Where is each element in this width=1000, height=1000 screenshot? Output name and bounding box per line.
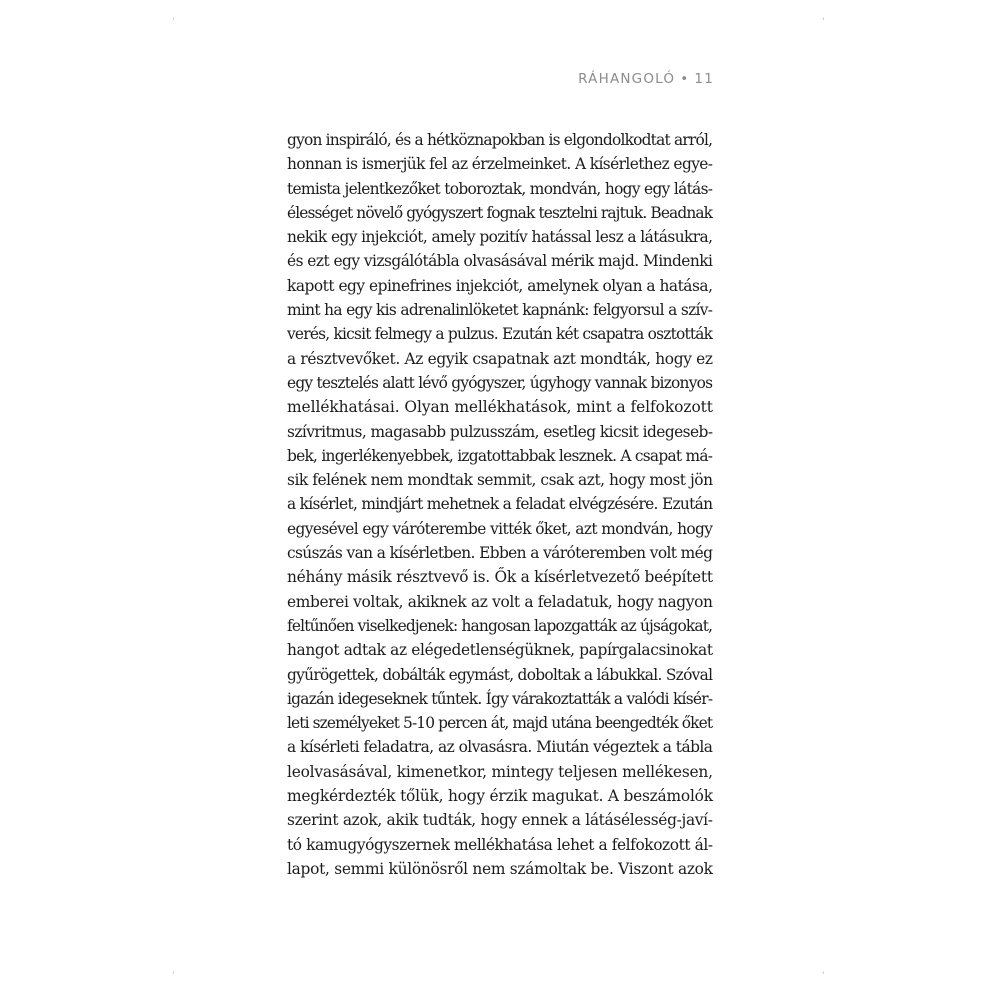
text-line: csúszás van a kísérletben. Ebben a váróteremben volt még xyxy=(287,544,713,563)
header-separator: • xyxy=(680,71,690,87)
text-line: mellékhatásai. Olyan mellékhatások, mint a felfokozott xyxy=(287,398,713,417)
page-number: 11 xyxy=(694,71,714,87)
text-line: temista jelentkezőket toboroztak, mondván, hogy egy látás- xyxy=(287,179,713,198)
crop-mark-bottom-right: ' xyxy=(822,971,825,981)
text-line: sik felének nem mondtak semmit, csak azt, hogy most jön xyxy=(287,471,713,490)
text-line: tó kamugyógyszernek mellékhatása lehet a felfokozott ál- xyxy=(287,835,713,854)
text-line: lapot, semmi különösről nem számoltak be. Viszont azok xyxy=(287,859,713,878)
text-line: a kísérleti feladatra, az olvasásra. Miután végeztek a tábla xyxy=(287,738,713,757)
text-line: gyon inspiráló, és a hétköznapokban is elgondolkodtat arról, xyxy=(287,131,713,149)
section-title: RÁHANGOLÓ xyxy=(578,71,676,87)
running-head xyxy=(578,71,714,87)
text-line: mint ha egy kis adrenalinlöketet kapnánk: felgyorsul a szív- xyxy=(287,301,713,320)
text-line: bek, ingerlékenyebbek, izgatottabbak lesznek. A csapat má- xyxy=(287,446,713,465)
text-line: feltűnően viselkedjenek: hangosan lapozgatták az újságokat, xyxy=(287,616,713,635)
text-line: honnan is ismerjük fel az érzelmeinket. A kísérlethez egye- xyxy=(287,155,713,174)
text-line: emberei voltak, akiknek az volt a feladatuk, hogy nagyon xyxy=(287,592,713,611)
text-line: hangot adtak az elégedetlenségüknek, papírgalacsinokat xyxy=(287,641,713,660)
text-line: kapott egy epinefrines injekciót, amelynek olyan a hatása, xyxy=(287,276,713,295)
text-line: egy tesztelés alatt lévő gyógyszer, úgyhogy vannak bizonyos xyxy=(287,373,713,392)
crop-mark-top-left: ' xyxy=(172,17,175,27)
text-line: megkérdezték tőlük, hogy érzik magukat. A beszámolók xyxy=(287,787,713,806)
crop-mark-top-right: ' xyxy=(822,17,825,27)
text-line: a kísérlet, mindjárt mehetnek a feladat elvégzésére. Ezután xyxy=(287,495,713,514)
text-line: néhány másik résztvevő is. Ők a kísérletvezető beépített xyxy=(287,568,713,587)
text-line: leolvasásával, kimenetkor, mintegy teljesen mellékesen, xyxy=(287,762,713,781)
text-line: igazán idegeseknek tűntek. Így várakoztatták a valódi kísér- xyxy=(287,689,713,708)
text-line: leti személyeket 5-10 percen át, majd utána beengedték őket xyxy=(287,714,713,733)
text-line: élességet növelő gyógyszert fognak tesztelni rajtuk. Beadnak xyxy=(287,203,713,222)
text-line: verés, kicsit felmegy a pulzus. Ezután két csapatra osztották xyxy=(287,325,713,344)
text-line: egyesével egy váróterembe vitték őket, azt mondván, hogy xyxy=(287,519,713,538)
text-line: és ezt egy vizsgálótábla olvasásával mérik majd. Mindenki xyxy=(287,252,713,271)
text-line: a résztvevőket. Az egyik csapatnak azt mondták, hogy ez xyxy=(287,349,713,368)
text-line: nekik egy injekciót, amely pozitív hatással lesz a látásukra, xyxy=(287,228,713,247)
text-line: szerint azok, akik tudták, hogy ennek a látásélesség-javí- xyxy=(287,811,713,830)
body-text xyxy=(287,128,713,881)
crop-mark-bottom-left: ' xyxy=(172,971,175,981)
text-line: szívritmus, magasabb pulzusszám, esetleg kicsit idegeseb- xyxy=(287,422,713,441)
text-line: gyűrögettek, dobálták egymást, doboltak a lábukkal. Szóval xyxy=(287,665,713,684)
